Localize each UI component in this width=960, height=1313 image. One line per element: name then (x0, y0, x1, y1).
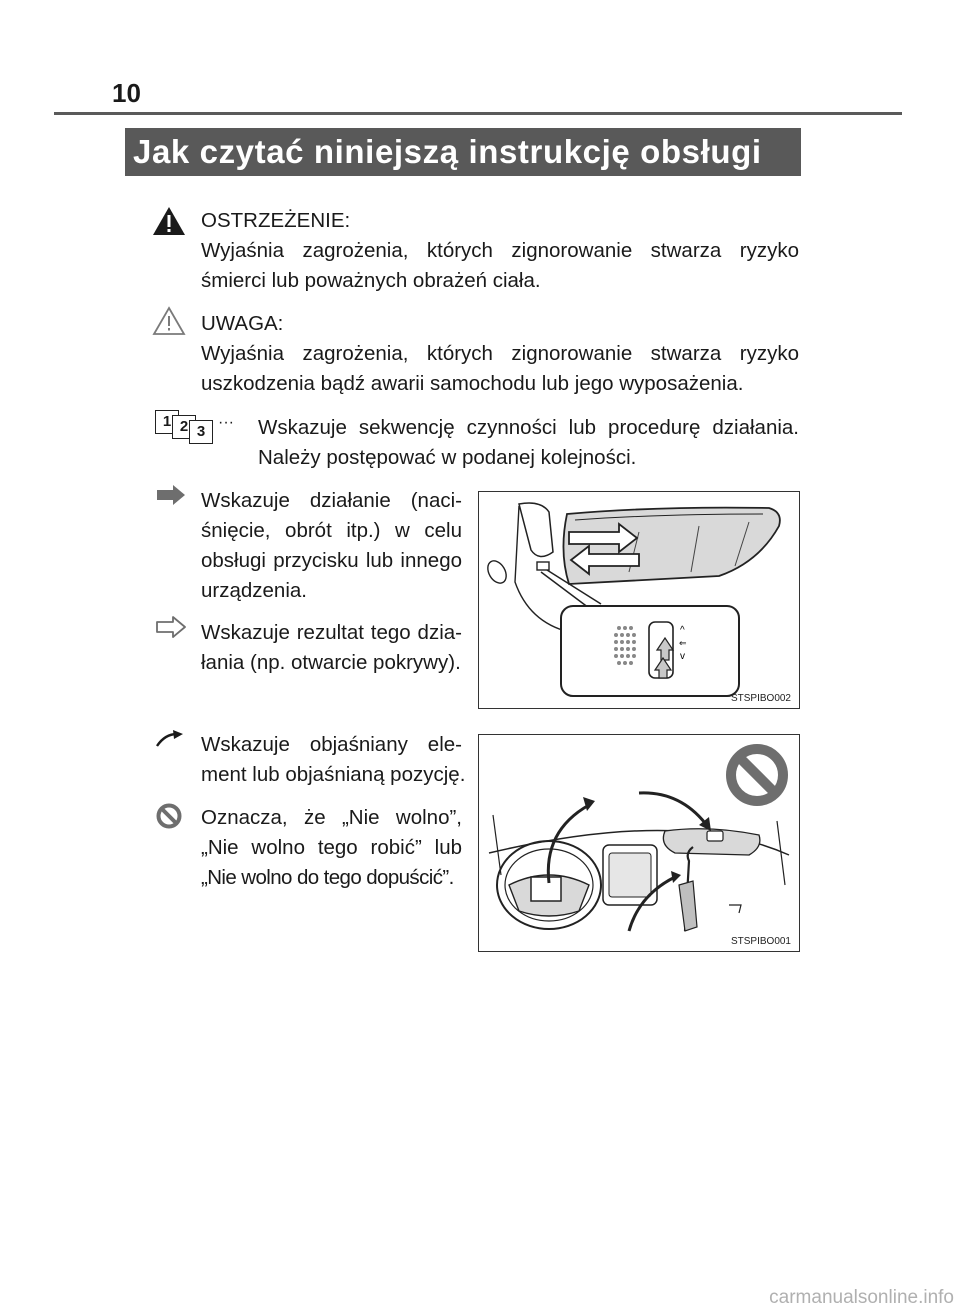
action-line-3: obsługi przycisku lub innego (201, 549, 462, 572)
warning-text: Wyjaśnia zagrożenia, których zignorowanie stwarza ryzyko śmierci lub poważnych obrażeń ciała. (201, 239, 799, 292)
prohibition-icon (156, 803, 182, 829)
figure-wiper-switch (478, 491, 800, 709)
prohibit-line-1: Oznacza, że „Nie wolno”, (201, 806, 462, 829)
sequence-number-1: 1 (155, 410, 179, 434)
outline-arrow-icon (155, 616, 187, 638)
result-line-2: łania (np. otwarcie pokrywy). (201, 651, 461, 674)
curved-pointer-icon (155, 730, 185, 748)
action-line-2: śnięcie, obrót itp.) w celu (201, 519, 462, 542)
figure-id-2: STSPIBO001 (730, 936, 791, 947)
explain-line-2: ment lub objaśnianą pozycję. (201, 763, 466, 786)
caution-heading: UWAGA: (201, 312, 284, 335)
sequence-marker: ··· (218, 414, 234, 431)
page-number: 10 (112, 78, 141, 108)
caution-text: Wyjaśnia zagrożenia, których zignorowanie stwarza ryzyko uszkodzenia bądź awarii samochodu lub jego wyposażenia. (201, 342, 799, 395)
warning-triangle-filled-icon (152, 206, 186, 236)
sequence-number-2: 2 (172, 415, 196, 439)
figure-dashboard-prohibition (478, 734, 800, 952)
prohibit-line-2: „Nie wolno tego robić” lub (201, 836, 462, 859)
svg-text:v: v (680, 651, 685, 662)
sequence-number-3: 3 (189, 420, 213, 444)
solid-arrow-icon (155, 484, 187, 506)
svg-text:⇐: ⇐ (679, 638, 687, 648)
action-line-4: urządzenia. (201, 579, 307, 602)
prohibit-line-3: „Nie wolno do tego dopuścić”. (201, 866, 454, 889)
footer-watermark: carmanualsonline.info (769, 1287, 954, 1308)
sequence-text: Wskazuje sekwencję czynności lub procedurę działania. Należy postępować w podanej kolejności. (258, 416, 799, 469)
warning-heading: OSTRZEŻENIE: (201, 209, 351, 232)
header-rule (54, 112, 902, 115)
action-line-1: Wskazuje działanie (naci- (201, 489, 462, 512)
sequence-numbers-icon (155, 410, 235, 440)
result-line-1: Wskazuje rezultat tego dzia- (201, 621, 462, 644)
warning-triangle-outline-icon (152, 306, 186, 336)
explain-line-1: Wskazuje objaśniany ele- (201, 733, 462, 756)
figure-id-1: STSPIBO002 (730, 693, 791, 704)
svg-text:^: ^ (680, 625, 685, 636)
page-title: Jak czytać niniejszą instrukcję obsługi (125, 128, 801, 176)
